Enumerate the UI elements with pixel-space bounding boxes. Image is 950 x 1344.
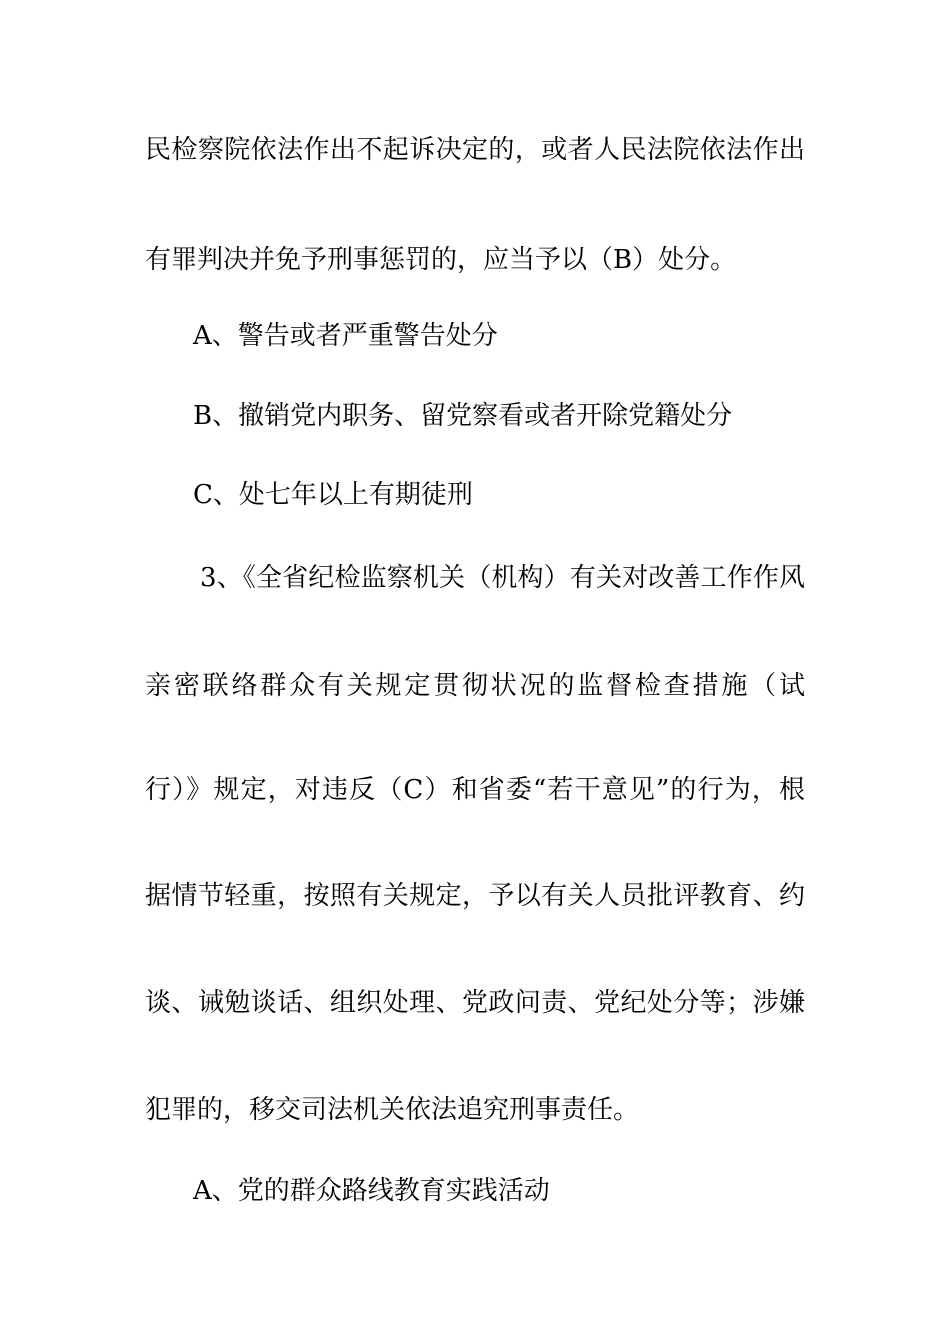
paragraph-line: 行）》规定，对违反（C）和省委“若干意见”的行为，根 bbox=[145, 775, 805, 805]
option-a: A、党的群众路线教育实践活动 bbox=[193, 1176, 550, 1206]
question-3-line: 3、《全省纪检监察机关（机构）有关对改善工作作风 bbox=[200, 563, 805, 593]
option-b: B、撤销党内职务、留党察看或者开除党籍处分 bbox=[193, 401, 733, 431]
paragraph-line: 犯罪的，移交司法机关依法追究刑事责任。 bbox=[145, 1095, 640, 1125]
paragraph-line: 据情节轻重，按照有关规定，予以有关人员批评教育、约 bbox=[145, 881, 805, 911]
paragraph-line: 亲密联络群众有关规定贯彻状况的监督检查措施（试 bbox=[145, 671, 805, 701]
paragraph-line: 民检察院依法作出不起诉决定的，或者人民法院依法作出 bbox=[145, 135, 805, 165]
paragraph-line: 谈、诫勉谈话、组织处理、党政问责、党纪处分等；涉嫌 bbox=[145, 988, 805, 1018]
option-c: C、处七年以上有期徒刑 bbox=[193, 480, 473, 510]
option-a: A、警告或者严重警告处分 bbox=[193, 321, 498, 351]
paragraph-line: 有罪判决并免予刑事惩罚的，应当予以（B）处分。 bbox=[145, 245, 737, 275]
